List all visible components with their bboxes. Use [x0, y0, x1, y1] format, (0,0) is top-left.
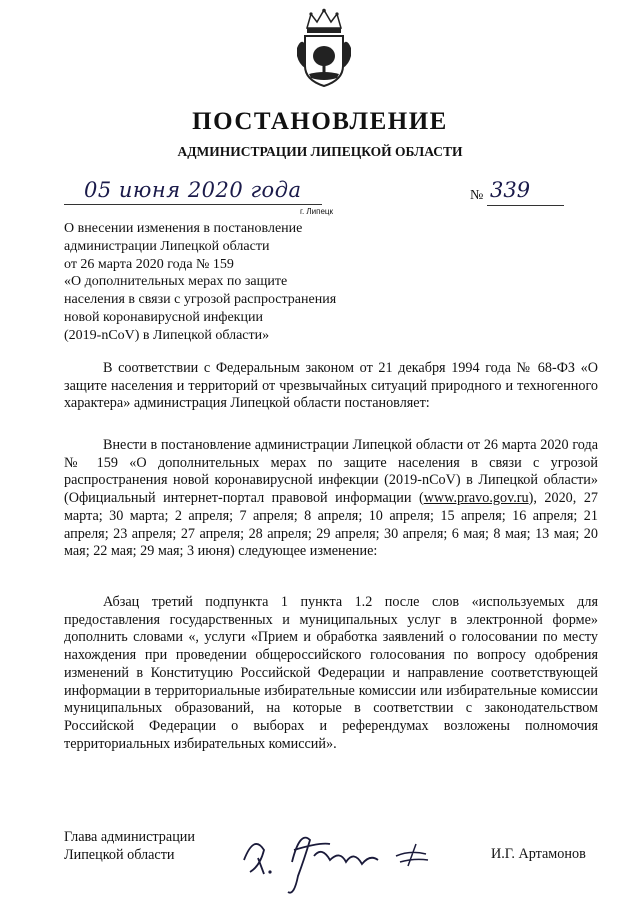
amendment-text-start: Внести в постановление администрации Липецкой области от 26 марта 2020 года № 159 «О дополнительных мерах по защите населения в связи с угрозой распространения новой коронавирусной инфекции (2019-nCoV) в Липецкой области» (Официальный интернет-портал правовой информации ( — [64, 437, 598, 507]
number-underline — [487, 205, 564, 206]
date-underline — [64, 204, 322, 205]
subject-line: от 26 марта 2020 года № 159 — [64, 256, 234, 272]
signatory-role — [64, 828, 195, 864]
signatory-role-line: Липецкой области — [64, 847, 175, 863]
handwritten-date: 05 июня 2020 года — [84, 178, 302, 202]
subject-line: (2019-nCoV) в Липецкой области» — [64, 327, 270, 343]
signatory-name: И.Г. Артамонов — [491, 846, 586, 862]
amendment-paragraph — [64, 437, 598, 561]
document-title: ПОСТАНОВЛЕНИЕ — [192, 108, 448, 135]
handwritten-signature — [230, 820, 460, 900]
signatory-role-line: Глава администрации — [64, 829, 195, 845]
amendment-text-end: ), 2020, 27 марта; 30 марта; 2 апреля; 7 апреля; 8 апреля; 10 апреля; 15 апреля; 16 апреля; 21 апреля; 23 апреля; 27 апреля; 28 апреля; 29 апреля; 30 апреля; 6 мая; 8 мая; 13 мая; 20 мая; 22 мая; 29 мая; 3 июня) следующее изменение: — [64, 490, 599, 560]
issuer-subtitle: АДМИНИСТРАЦИИ ЛИПЕЦКОЙ ОБЛАСТИ — [177, 144, 463, 159]
pravo-gov-link[interactable]: www.pravo.gov.ru — [423, 490, 529, 507]
handwritten-number: 339 — [490, 178, 531, 202]
subject-line: новой коронавирусной инфекции — [64, 309, 263, 325]
preamble-paragraph — [64, 360, 598, 413]
subject-line: администрации Липецкой области — [64, 238, 270, 254]
city-label: г. Липецк — [300, 207, 333, 216]
number-sign: № — [470, 188, 484, 203]
amendment-text — [64, 437, 598, 561]
change-paragraph — [64, 594, 598, 753]
coat-of-arms-icon — [297, 8, 351, 88]
subject-line: населения в связи с угрозой распространения — [64, 292, 337, 308]
subject-line: О внесении изменения в постановление — [64, 221, 303, 236]
preamble-text: В соответствии с Федеральным законом от 21 декабря 1994 года № 68-ФЗ «О защите населения и территорий от чрезвычайных ситуаций природного и техногенного характера» администрация Липецкой области постановляет: — [64, 360, 598, 412]
change-text: Абзац третий подпункта 1 пункта 1.2 после слов «используемых для предоставления государственных и муниципальных услуг в электронной форме» дополнить словами «, услуги «Прием и обработка заявлений о голосовании по месту нахождения при проведении общероссийского голосования по вопросу одобрения изменений в Конституцию Российской Федерации и направление соответствующей информации в территориальные избирательные комиссии или избирательные комиссии муниципальных образований, на которые в соответствии с законодательством Российской Федерации о выборах и референдумах возложены полномочия территориальных избирательных комиссий». — [64, 594, 598, 752]
subject-line: «О дополнительных мерах по защите — [64, 274, 288, 290]
subject-block — [64, 220, 336, 345]
